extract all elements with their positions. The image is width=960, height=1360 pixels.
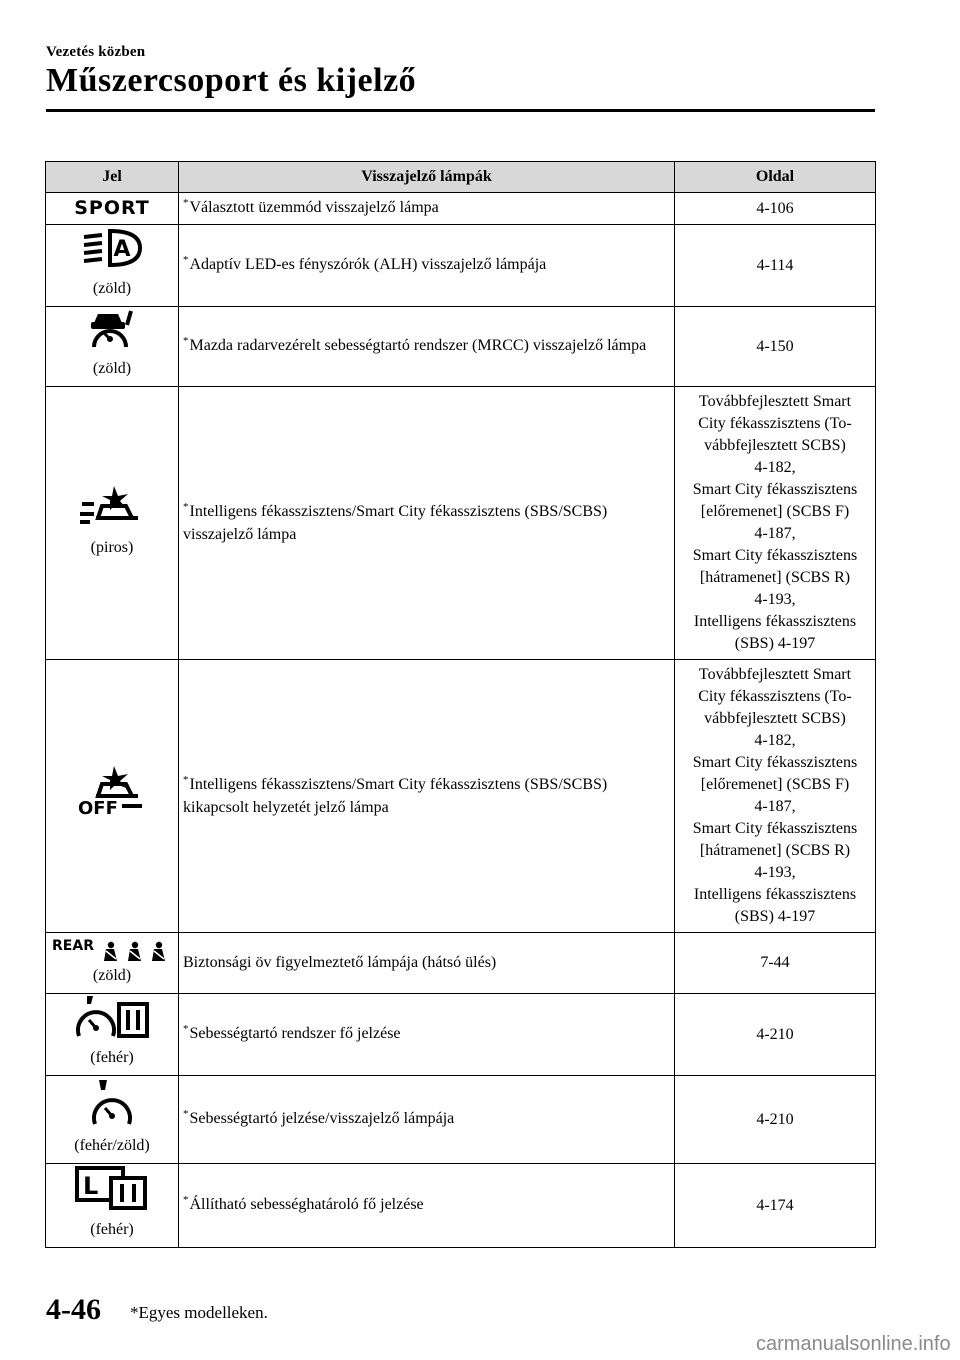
color-label: (zöld) xyxy=(92,360,132,377)
page-line: City fékasszisztens (To- xyxy=(698,415,852,432)
page-line: 4-193, xyxy=(754,864,796,881)
page-line: [előremenet] (SCBS F) xyxy=(700,776,850,793)
description-cell xyxy=(179,933,675,994)
color-label: (fehér) xyxy=(90,1049,134,1066)
table-row xyxy=(46,225,876,307)
footnote-star: * xyxy=(183,773,189,786)
table-row xyxy=(46,660,876,933)
description-cell xyxy=(179,1076,675,1164)
description-cell xyxy=(179,660,675,933)
footnote-star: * xyxy=(183,1108,189,1120)
page-line: 4-187, xyxy=(754,525,796,542)
symbol-cell xyxy=(46,193,179,225)
rear-label: REAR xyxy=(52,938,94,954)
page-line: (SBS) 4-197 xyxy=(734,908,816,925)
symbol-cell xyxy=(46,1076,179,1164)
color-label: (piros) xyxy=(90,538,134,556)
description-text: Intelligens fékasszisztens/Smart City fékasszisztens (SBS/SCBS) visszajelző lámpa xyxy=(183,502,608,543)
description-cell xyxy=(179,994,675,1076)
column-header-indicator: Visszajelző lámpák xyxy=(179,162,675,193)
section-heading: Vezetés közben xyxy=(46,44,146,60)
page-line: vábbfejlesztett SCBS) xyxy=(704,437,846,454)
description-text: Állítható sebességhatároló fő jelzése xyxy=(189,1196,424,1213)
page-line: 4-182, xyxy=(754,732,796,749)
page-line: 4-193, xyxy=(754,591,796,608)
color-label: (fehér/zöld) xyxy=(74,1137,150,1154)
table-row xyxy=(46,1076,876,1164)
color-label: (zöld) xyxy=(92,967,132,984)
page-number: 4-46 xyxy=(46,1293,101,1326)
brake-support-off-icon xyxy=(76,766,148,816)
page-line: Smart City fékasszisztens xyxy=(692,481,858,498)
table-row xyxy=(46,994,876,1076)
page-line: [hátramenet] (SCBS R) xyxy=(699,842,851,859)
page-line: 4-187, xyxy=(754,798,796,815)
table-row xyxy=(46,307,876,387)
page-cell xyxy=(675,387,876,660)
description-cell xyxy=(179,193,675,225)
page-cell: 4-114 xyxy=(675,225,876,307)
description-text: Mazda radarvezérelt sebességtartó rendszer (MRCC) visszajelző lámpa xyxy=(189,337,647,354)
page-line: Smart City fékasszisztens xyxy=(692,754,858,771)
footnote-star: * xyxy=(183,254,189,266)
adaptive-led-headlight-icon xyxy=(80,227,144,269)
symbol-cell xyxy=(46,307,179,387)
description-text: Sebességtartó rendszer fő jelzése xyxy=(189,1025,401,1042)
table-header-row xyxy=(46,162,876,193)
description-cell xyxy=(179,387,675,660)
table-row xyxy=(46,387,876,660)
page-cell: 4-210 xyxy=(675,994,876,1076)
description-text: Intelligens fékasszisztens/Smart City fékasszisztens (SBS/SCBS) kikapcsolt helyzetét jelző lámpa xyxy=(183,775,608,816)
footnote-star: * xyxy=(183,1194,189,1206)
description-text: Adaptív LED-es fényszórók (ALH) visszajelző lámpája xyxy=(189,256,547,273)
table-row xyxy=(46,193,876,225)
page-cell xyxy=(675,660,876,933)
description-cell xyxy=(179,1164,675,1248)
page-title: Műszercsoport és kijelző xyxy=(46,62,417,99)
page-cell: 7-44 xyxy=(675,933,876,994)
page-cell: 4-174 xyxy=(675,1164,876,1248)
description-text: Biztonsági öv figyelmeztető lámpája (hátsó ülés) xyxy=(183,954,497,971)
speed-limiter-main-icon xyxy=(75,1166,149,1210)
page-line: Smart City fékasszisztens xyxy=(692,820,858,837)
table-row xyxy=(46,1164,876,1248)
svg-text:L: L xyxy=(83,1172,99,1200)
page-line: 4-182, xyxy=(754,459,796,476)
description-text: Választott üzemmód visszajelző lámpa xyxy=(189,199,439,216)
page-line: Továbbfejlesztett Smart xyxy=(698,666,852,683)
radar-cruise-control-icon xyxy=(84,309,140,349)
symbol-cell xyxy=(46,994,179,1076)
page-line: [hátramenet] (SCBS R) xyxy=(699,569,851,586)
page-cell: 4-210 xyxy=(675,1076,876,1164)
symbol-cell xyxy=(46,933,179,994)
page-line: Továbbfejlesztett Smart xyxy=(698,393,852,410)
page-line: Smart City fékasszisztens xyxy=(692,547,858,564)
symbol-cell xyxy=(46,660,179,933)
page-cell: 4-106 xyxy=(675,193,876,225)
footnote: *Egyes modelleken. xyxy=(130,1303,268,1322)
symbol-cell xyxy=(46,387,179,660)
description-cell xyxy=(179,225,675,307)
footnote-star: * xyxy=(183,335,189,347)
description-cell xyxy=(179,307,675,387)
sport-text-icon: SPORT xyxy=(74,196,150,219)
column-header-symbol: Jel xyxy=(46,162,179,193)
page-cell: 4-150 xyxy=(675,307,876,387)
page-line: City fékasszisztens (To- xyxy=(698,688,852,705)
cruise-control-set-icon xyxy=(87,1078,137,1126)
indicator-table xyxy=(45,161,876,1248)
svg-text:A: A xyxy=(113,237,131,262)
page-line: Intelligens fékasszisztens xyxy=(693,886,857,903)
footnote-star: * xyxy=(183,1023,189,1035)
color-label: (fehér) xyxy=(90,1221,134,1238)
symbol-cell xyxy=(46,1164,179,1248)
brake-support-icon xyxy=(76,484,148,528)
page-line: [előremenet] (SCBS F) xyxy=(700,503,850,520)
page-line: vábbfejlesztett SCBS) xyxy=(704,710,846,727)
color-label: (zöld) xyxy=(92,280,132,297)
symbol-cell xyxy=(46,225,179,307)
footnote-star: * xyxy=(183,197,189,209)
cruise-control-main-icon xyxy=(73,996,151,1038)
page-line: Intelligens fékasszisztens xyxy=(693,613,857,630)
off-label: OFF xyxy=(78,797,118,816)
column-header-page: Oldal xyxy=(675,162,876,193)
footnote-star: * xyxy=(183,500,189,513)
table-row xyxy=(46,933,876,994)
seat-occupant-icons xyxy=(102,941,172,963)
description-text: Sebességtartó jelzése/visszajelző lámpája xyxy=(189,1110,455,1127)
page-line: (SBS) 4-197 xyxy=(734,635,816,652)
rear-seat-belt-icon xyxy=(48,937,176,963)
watermark[interactable]: carmanualsonline.info xyxy=(756,1333,951,1355)
title-rule xyxy=(46,109,875,112)
